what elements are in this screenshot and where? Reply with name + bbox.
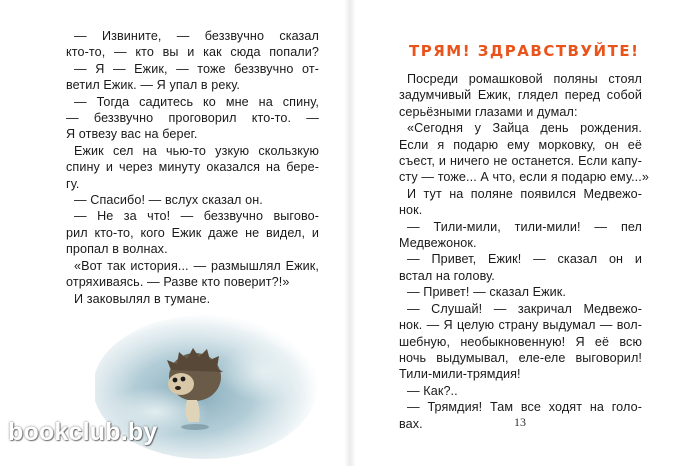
right-text-line: нок. — Я целую страну выдумал — вол- — [399, 318, 642, 333]
right-text-line: ночь выдумывал, еле-еле выговорил! — [399, 350, 642, 365]
left-text-line: кто-то, — кто вы и как сюда попали? — [66, 45, 319, 60]
book-gutter — [344, 0, 356, 466]
right-text-line: Посреди ромашковой поляны стоял — [407, 72, 642, 86]
right-text-line: шебную, необыкновенную! Я её всю — [399, 334, 642, 349]
left-text-line: Я отвезу вас на берег. — [66, 127, 198, 142]
right-text-line: — Тили-мили, тили-мили! — пел — [407, 219, 642, 234]
left-text-line: рил кто-то, кого Ежик даже не видел, и — [66, 225, 319, 240]
right-text-line: — Слушай! — закричал Медвежо- — [407, 301, 642, 316]
right-text-line: Медвежонок. — [399, 236, 477, 251]
left-text-line: — беззвучно проговорил кто-то. — — [66, 111, 319, 126]
left-text-line: Ежик сел на чью-то узкую скользкую — [74, 143, 319, 158]
right-text-line: Тили-мили-трямдия! — [399, 367, 521, 382]
chapter-heading: ТРЯМ! ЗДРАВСТВУЙТЕ! — [409, 42, 640, 60]
left-text-line: ветил Ежик. — Я упал в реку. — [66, 78, 240, 93]
right-text-line: задумчивый Ежик, глядел перед собой — [399, 88, 642, 103]
left-text-line: «Вот так история... — размышлял Ежик, — [74, 258, 319, 273]
right-text-line: — Как?.. — [407, 383, 458, 398]
right-text-line: Если я подарю ему морковку, он её — [399, 137, 642, 152]
left-text-line: — Не за что! — беззвучно выгово- — [74, 209, 319, 224]
right-text-line: — Привет, Ежик! — сказал он и — [407, 252, 642, 267]
left-text-line: — Я — Ежик, — тоже беззвучно от- — [74, 61, 319, 76]
left-page-text — [66, 28, 319, 307]
right-text-line: сту — тоже... А что, если я подарю ему...» — [399, 170, 649, 185]
left-text-line: — Спасибо! — вслух сказал он. — [74, 193, 263, 208]
left-text-line: — Извините, — беззвучно сказал — [74, 29, 319, 43]
right-text-line: вах. — [399, 416, 423, 431]
right-text-line: «Сегодня у Зайца день рождения. — [407, 121, 642, 136]
right-text-line: серьёзными глазами и думал: — [399, 104, 578, 119]
left-text-line: И заковылял в тумане. — [74, 291, 211, 306]
left-text-line: пропал в волнах. — [66, 242, 168, 257]
left-text-line: — Тогда садитесь ко мне на спину, — [74, 94, 319, 109]
left-text-line: отряхиваясь. — Разве кто поверит?!» — [66, 275, 290, 290]
right-text-line: И тут на поляне появился Медвежо- — [407, 186, 642, 201]
right-text-line: встал на голову. — [399, 268, 495, 283]
right-text-line: съест, и ничего не останется. Если капу- — [399, 154, 642, 169]
right-text-line: — Привет! — сказал Ежик. — [407, 285, 567, 300]
right-text-line: нок. — [399, 203, 423, 218]
right-page-text — [399, 71, 649, 432]
left-text-line: гу. — [66, 176, 80, 191]
right-text-line: — Трямдия! Там все ходят на голо- — [407, 400, 642, 415]
site-watermark: bookclub.by — [8, 418, 158, 446]
left-text-line: спину и через минуту оказался на бере- — [66, 160, 319, 175]
page-number: 13 — [514, 415, 526, 429]
